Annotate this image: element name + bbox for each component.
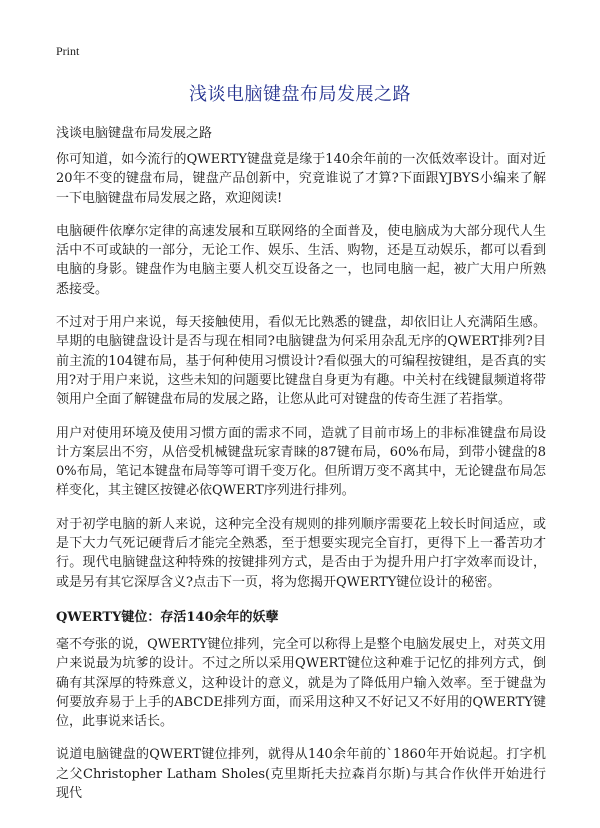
paragraph-familiarity: 不过对于用户来说，每天接触使用，看似无比熟悉的键盘，却依旧让人充满陌生感。早期的电脑键盘设计是否与现在相同?电脑键盘为何采用杂乱无序的QWERT排列?目前主流的104键布局，基于何种使用习惯设计?看似强大的可编程按键组，是否真的实用?对于用户来说，这些未知的问题要比键盘自身更为有趣。中关村在线键鼠频道将带领用户全面了解键盘布局的发展之路，让您从此可对键盘的传奇生涯了若指掌。 — [56, 315, 546, 408]
paragraph-hardware: 电脑硬件依摩尔定律的高速发展和互联网络的全面普及，使电脑成为大部分现代人生活中不可或缺的一部分，无论工作、娱乐、生活、购物，还是互动娱乐，都可以看到电脑的身影。键盘作为电脑主要人机交互设备之一，也同电脑一起，被广大用户所熟悉接受。 — [56, 223, 546, 297]
article-body — [56, 150, 546, 817]
section-heading: QWERTY键位：存活140余年的妖孽 — [56, 609, 279, 625]
paragraph-qwerty-history: 说道电脑键盘的QWERT键位排列，就得从140余年前的`1860年开始说起。打字机之父Christopher Latham Sholes(克里斯托夫拉森肖尔斯)与其合作伙伴开始进行现代 — [56, 747, 546, 802]
print-link[interactable]: Print — [56, 44, 80, 58]
paragraph-intro: 你可知道，如今流行的QWERTY键盘竟是缘于140余年前的一次低效率设计。面对近20年不变的键盘布局，键盘产品创新中，究竟谁说了才算?下面跟YJBYS小编来了解一下电脑键盘布局发展之路，欢迎阅读! — [56, 152, 546, 206]
paragraph-beginners: 对于初学电脑的新人来说，这种完全没有规则的排列顺序需要花上较长时间适应，或是下大力气死记硬背后才能完全熟悉，至于想要实现完全盲打，更得下上一番苦功才行。现代电脑键盘这种特殊的按键排列方式，是否由于为提升用户打字效率而设计，或是另有其它深厚含义?点击下一页，将为您揭开QWERTY键位设计的秘密。 — [56, 516, 546, 590]
article-title: 浅谈电脑键盘布局发展之路 — [189, 84, 411, 105]
paragraph-qwerty-design: 毫不夸张的说，QWERTY键位排列，完全可以称得上是整个电脑发展史上，对英文用户来说最为坑爹的设计。不过之所以采用QWERT键位这种难于记忆的排列方式，倒确有其深厚的特殊意义，这种设计的意义，就是为了降低用户输入效率。至于键盘为何要放弃易于上手的ABCDE排列方面，而采用这种又不好记又不好用的QWERTY键位，此事说来话长。 — [56, 636, 546, 730]
paragraph-layouts: 用户对使用环境及使用习惯方面的需求不同，造就了目前市场上的非标准键盘布局设计方案层出不穷，从倍受机械键盘玩家青睐的87键布局，60%布局，到带小键盘的80%布局，笔记本键盘布局等等可谓千变万化。但所谓万变不离其中，无论键盘布局怎样变化，其主键区按键必依QWERT序列进行排列。 — [56, 425, 546, 499]
article-subtitle: 浅谈电脑键盘布局发展之路 — [56, 126, 213, 141]
